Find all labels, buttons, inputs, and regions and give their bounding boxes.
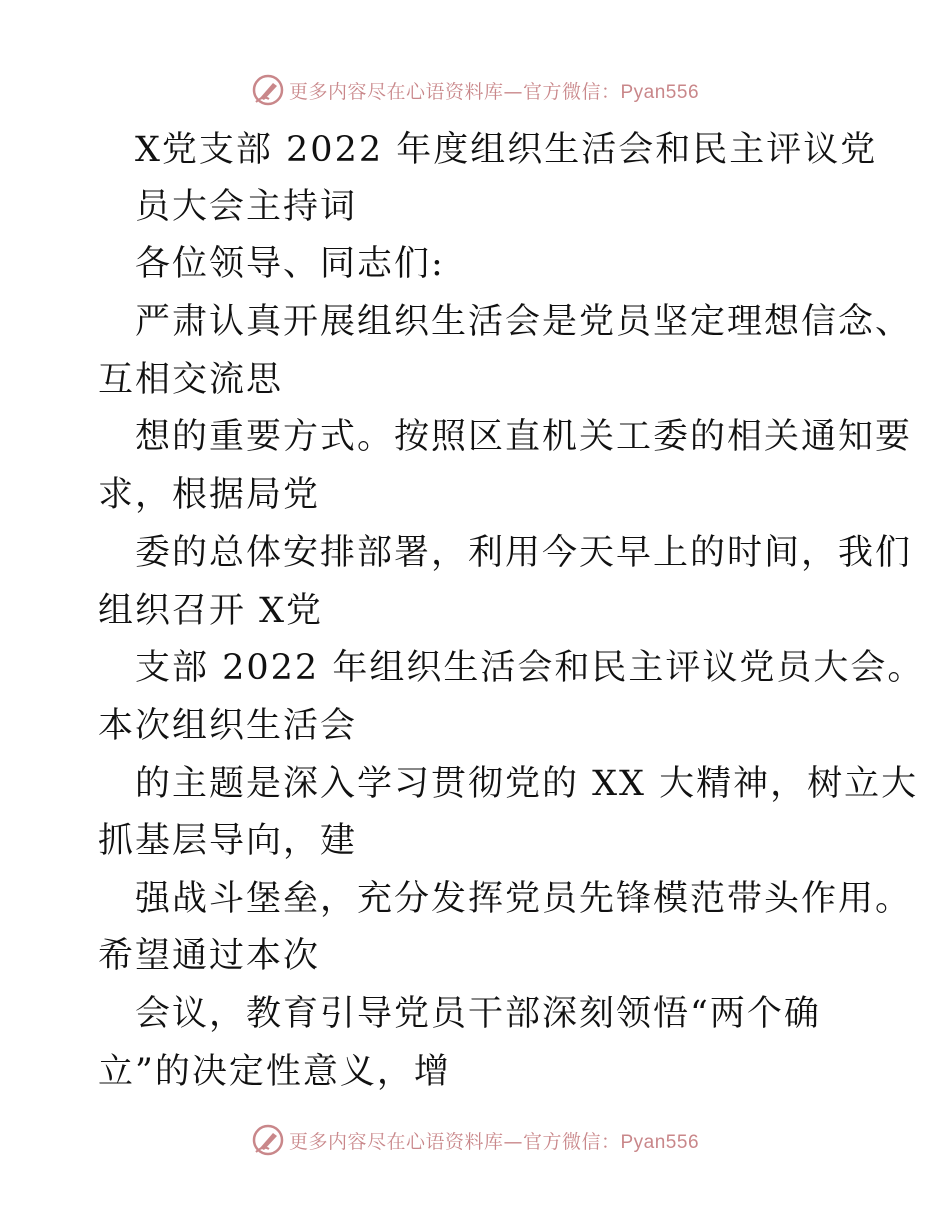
paragraph-line: 强战斗堡垒，充分发挥党员先锋模范带头作用。 [135, 879, 913, 919]
paragraph-line: 互相交流思 [98, 360, 284, 400]
paragraph-line: 求，根据局党 [98, 475, 321, 515]
paragraph-line: 希望通过本次 [98, 936, 321, 976]
paragraph-line: 严肃认真开展组织生活会是党员坚定理想信念、 [135, 302, 913, 342]
pen-circle-logo-icon [251, 1123, 285, 1157]
watermark-handle: Pyan556 [620, 1131, 700, 1153]
paragraph-line: 的主题是深入学习贯彻党的 XX 大精神，树立大 [135, 764, 919, 804]
watermark-banner-top [0, 70, 950, 110]
watermark-banner-bottom [0, 1120, 950, 1160]
paragraph-line: 立”的决定性意义，增 [98, 1052, 451, 1092]
pen-circle-logo-icon [251, 73, 285, 107]
paragraph-line: 委的总体安排部署，利用今天早上的时间，我们 [135, 533, 913, 573]
paragraph-line: 想的重要方式。按照区直机关工委的相关通知要 [135, 417, 913, 457]
paragraph-line: 本次组织生活会 [98, 706, 358, 746]
paragraph-line: 支部 2022 年组织生活会和民主评议党员大会。 [135, 648, 925, 688]
salutation: 各位领导、同志们: [135, 244, 445, 284]
title-line-2: 员大会主持词 [135, 187, 358, 227]
watermark-handle: Pyan556 [620, 81, 700, 103]
watermark-text: 更多内容尽在心语资料库—官方微信：Pyan556 [288, 1130, 700, 1153]
watermark-text: 更多内容尽在心语资料库—官方微信：Pyan556 [288, 80, 700, 103]
title-line-1: X党支部 2022 年度组织生活会和民主评议党 [135, 130, 878, 170]
paragraph-line: 会议，教育引导党员干部深刻领悟“两个确 [135, 994, 821, 1034]
paragraph-line: 抓基层导向，建 [98, 821, 358, 861]
paragraph-line: 组织召开 X党 [98, 591, 324, 631]
